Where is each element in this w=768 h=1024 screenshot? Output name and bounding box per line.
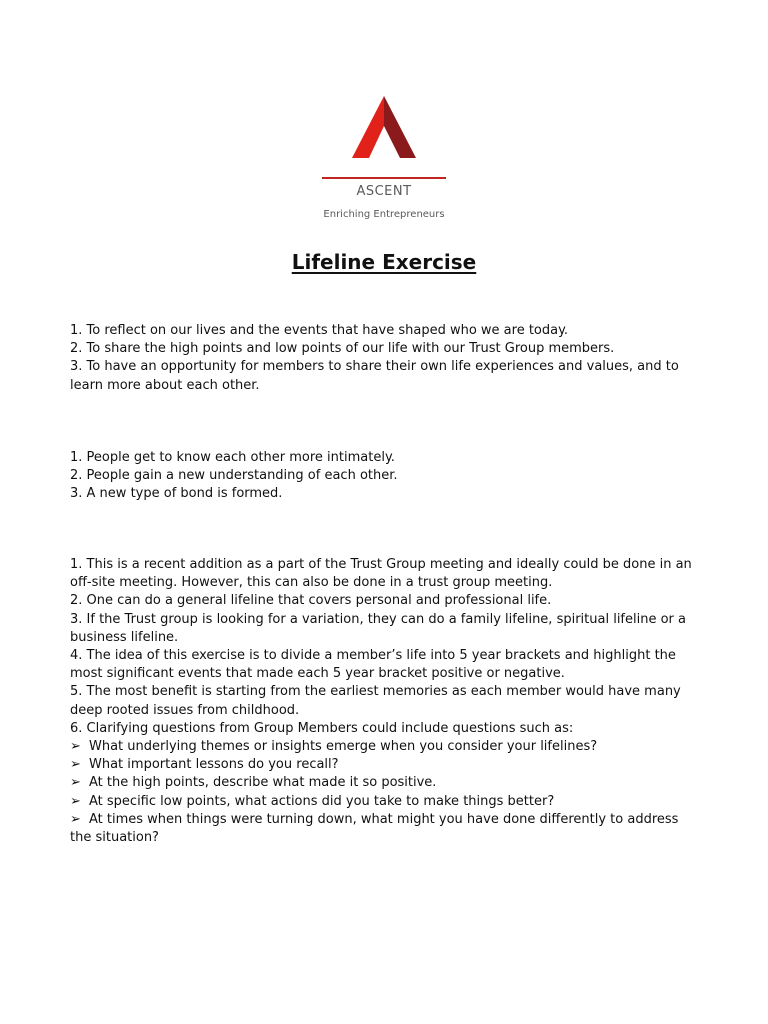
objective-item: 2. To share the high points and low points of our life with our Trust Group members.: [70, 341, 615, 357]
arrow-bullet-icon: ➢: [70, 757, 81, 773]
question-text: At the high points, describe what made it so positive.: [89, 775, 437, 791]
question-item: [70, 774, 702, 792]
question-text: What important lessons do you recall?: [89, 757, 339, 773]
outcome-item: 3. A new type of bond is formed.: [70, 486, 283, 502]
objective-item: 1. To reflect on our lives and the events that have shaped who we are today.: [70, 323, 569, 338]
question-item: [70, 756, 702, 774]
outcomes-list: [70, 449, 702, 504]
question-item: [70, 793, 702, 811]
arrow-bullet-icon: ➢: [70, 793, 81, 809]
question-item: [70, 738, 702, 756]
question-text: At times when things were turning down, what might you have done differently to address the situation?: [70, 811, 679, 846]
guideline-item: 1. This is a recent addition as a part of the Trust Group meeting and ideally could be done in an off-site meeting. However, this can also be done in a trust group meeting.: [70, 557, 692, 591]
guidelines-list: [70, 556, 702, 847]
brand-tagline: Enriching Entrepreneurs: [323, 209, 445, 220]
objective-item: 3. To have an opportunity for members to share their own life experiences and values, and to learn more about each other.: [70, 359, 679, 393]
question-item: [70, 811, 702, 847]
guideline-item: 2. One can do a general lifeline that covers personal and professional life.: [70, 593, 552, 609]
page-title-text: Lifeline Exercise: [291, 250, 477, 274]
guideline-item: 3. If the Trust group is looking for a variation, they can do a family lifeline, spiritual lifeline or a business lifeline.: [70, 611, 686, 645]
arrow-bullet-icon: ➢: [70, 775, 81, 791]
question-text: What underlying themes or insights emerge when you consider your lifelines?: [89, 739, 598, 755]
guideline-item: 6. Clarifying questions from Group Members could include questions such as:: [70, 720, 574, 736]
outcome-item: 2. People gain a new understanding of each other.: [70, 468, 398, 484]
objectives-list: [70, 322, 702, 395]
arrow-bullet-icon: ➢: [70, 739, 81, 755]
outcome-item: 1. People get to know each other more intimately.: [70, 450, 395, 465]
ascent-logo: [322, 96, 446, 228]
brand-name: ASCENT: [356, 184, 412, 199]
guideline-item: 4. The idea of this exercise is to divide a member’s life into 5 year brackets and highlight the most significant events that made each 5 year bracket positive or negative.: [70, 648, 676, 682]
ascent-mountain-icon: [352, 96, 416, 158]
logo-divider: [322, 177, 446, 179]
page-title: [0, 248, 768, 276]
arrow-bullet-icon: ➢: [70, 811, 81, 827]
guideline-item: 5. The most benefit is starting from the earliest memories as each member would have many deep rooted issues from childhood.: [70, 684, 681, 718]
question-text: At specific low points, what actions did you take to make things better?: [89, 793, 555, 809]
